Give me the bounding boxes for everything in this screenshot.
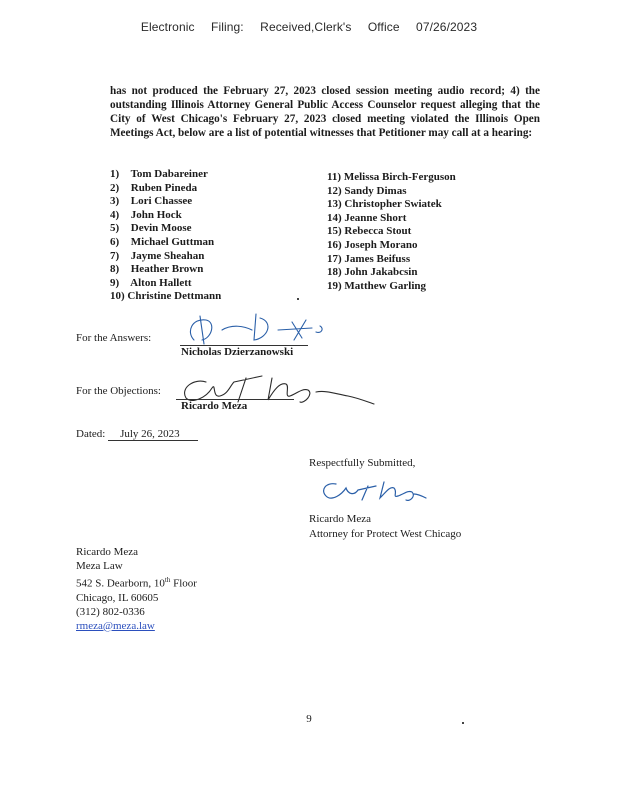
submitter-title: Attorney for Protect West Chicago [309, 528, 462, 540]
witness-item: 5) Devin Moose [110, 222, 192, 235]
header-part: 07/26/2023 [416, 20, 478, 34]
contact-city: Chicago, IL 60605 [76, 591, 159, 604]
witness-item: 7) Jayme Sheahan [110, 249, 205, 262]
witness-item: 4) John Hock [110, 208, 182, 221]
witness-item: 12) Sandy Dimas [327, 184, 407, 197]
body-paragraph: has not produced the February 27, 2023 closed session meeting audio record; 4) the outstanding Illinois Attorney General Public Access Counselor request alleging that the City of West Chicago's February 27, 2023 closed meeting violated the Illinois Open Meetings Act, below are a list of potential witnesses that Petitioner may call at a hearing: [110, 85, 540, 140]
objections-name: Ricardo Meza [181, 400, 248, 412]
witness-item: 3) Lori Chassee [110, 195, 193, 208]
answers-name: Nicholas Dzierzanowski [181, 346, 294, 358]
witness-item: 6) Michael Guttman [110, 235, 215, 248]
witness-item: 11) Melissa Birch-Ferguson [327, 171, 456, 183]
dated-line [76, 428, 198, 441]
witness-item: 1) Tom Dabareiner [110, 168, 208, 180]
contact-email-link[interactable]: rmeza@meza.law [76, 619, 155, 632]
contact-phone: (312) 802-0336 [76, 605, 145, 618]
witness-list-right [327, 171, 456, 293]
witness-item: 8) Heather Brown [110, 263, 204, 276]
witness-item: 10) Christine Dettmann [110, 290, 222, 303]
submitter-name: Ricardo Meza [309, 513, 371, 525]
contact-address: 542 S. Dearborn, 10th Floor [76, 576, 197, 590]
witness-item: 19) Matthew Garling [327, 279, 426, 292]
answers-signature [182, 310, 332, 350]
objections-label: For the Objections: [76, 385, 161, 397]
dated-label: Dated: [76, 428, 106, 440]
witness-item: 15) Rebecca Stout [327, 225, 412, 238]
contact-firm: Meza Law [76, 560, 123, 572]
header-part: Filing: [211, 20, 244, 34]
header-part: Received,Clerk's [260, 20, 352, 34]
filing-header [0, 20, 618, 34]
witness-item: 9) Alton Hallett [110, 276, 192, 289]
contact-block [76, 545, 197, 633]
submitter-signature [318, 476, 428, 504]
header-part: Electronic [140, 20, 195, 34]
witness-item: 16) Joseph Morano [327, 238, 418, 251]
answers-label: For the Answers: [76, 332, 152, 344]
page-number: 9 [306, 713, 312, 725]
submitted-line: Respectfully Submitted, [309, 457, 416, 469]
header-part: Office [367, 20, 400, 34]
scan-dot [297, 298, 299, 300]
witness-list-left [110, 168, 221, 304]
witness-item: 13) Christopher Swiatek [327, 198, 442, 211]
dated-value: July 26, 2023 [108, 428, 198, 441]
witness-item: 14) Jeanne Short [327, 211, 407, 224]
witness-item: 2) Ruben Pineda [110, 181, 198, 194]
witness-item: 18) John Jakabcsin [327, 266, 418, 279]
witness-item: 17) James Beifuss [327, 252, 411, 265]
contact-name: Ricardo Meza [76, 546, 138, 558]
scan-dot [462, 722, 464, 724]
